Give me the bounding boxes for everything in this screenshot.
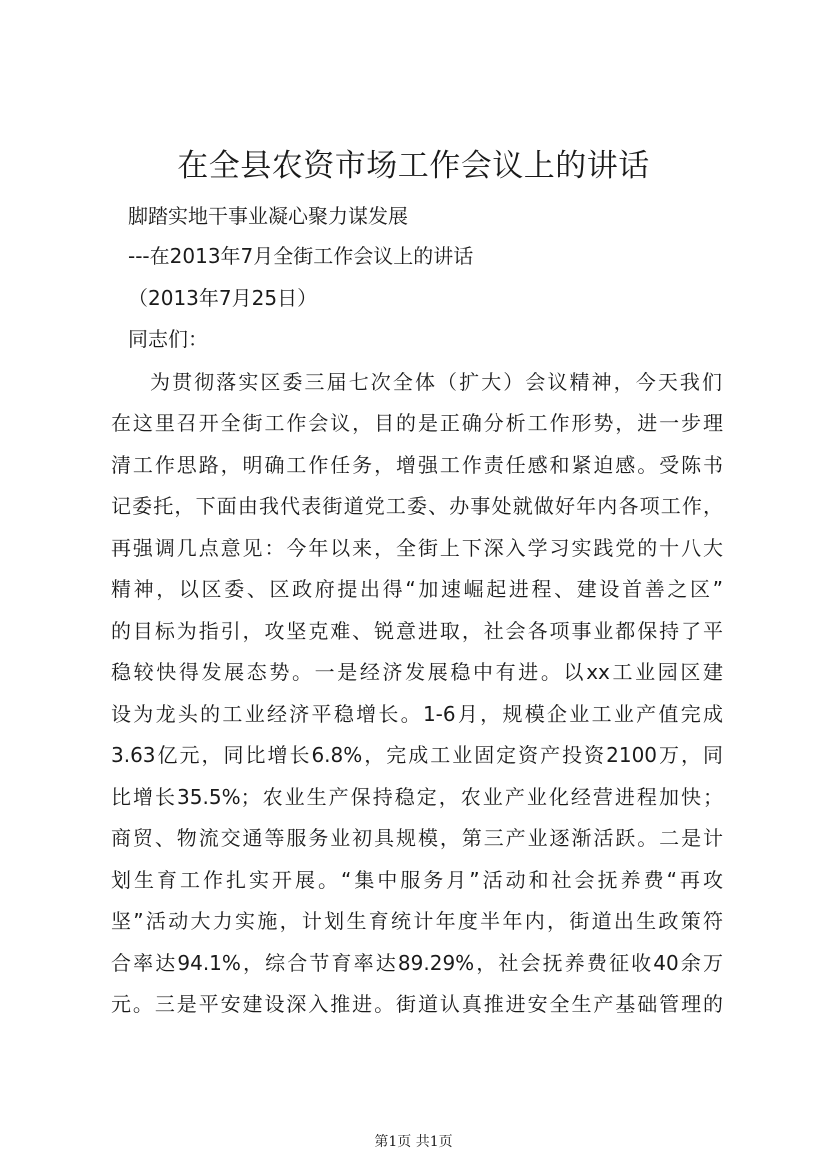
page-number-footer: 第1页 共1页 <box>374 1134 453 1150</box>
body-line: 划生育工作扎实开展。“集中服务月”活动和社会抚养费“再攻 <box>111 868 723 892</box>
body-line: 比增长35.5%；农业生产保持稳定，农业产业化经营进程加快； <box>111 785 723 809</box>
body-line: 合率达94.1%，综合节育率达89.29%，社会抚养费征收40余万 <box>111 951 723 975</box>
salutation: 同志们： <box>128 327 208 351</box>
body-line: 坚”活动大力实施，计划生育统计年度半年内，街道出生政策符 <box>111 909 723 933</box>
document-date: （2013年7月25日） <box>128 286 318 310</box>
document-subheading: ---在2013年7月全街工作会议上的讲话 <box>128 244 474 268</box>
body-line: 元。三是平安建设深入推进。街道认真推进安全生产基础管理的 <box>111 992 723 1016</box>
body-line: 设为龙头的工业经济平稳增长。1-6月，规模企业工业产值完成 <box>111 702 723 726</box>
body-line: 在这里召开全街工作会议，目的是正确分析工作形势，进一步理 <box>111 411 723 435</box>
body-line: 的目标为指引，攻坚克难、锐意进取，社会各项事业都保持了平 <box>111 619 723 643</box>
document-title: 在全县农资市场工作会议上的讲话 <box>177 148 650 184</box>
body-line: 再强调几点意见：今年以来，全街上下深入学习实践党的十八大 <box>111 536 723 560</box>
document-subtitle: 脚踏实地干事业凝心聚力谋发展 <box>128 204 408 228</box>
body-line: 商贸、物流交通等服务业初具规模，第三产业逐渐活跃。二是计 <box>111 826 723 850</box>
body-line: 精神，以区委、区政府提出得“加速崛起进程、建设首善之区” <box>111 577 723 601</box>
body-line: 3.63亿元，同比增长6.8%，完成工业固定资产投资2100万，同 <box>111 743 723 767</box>
body-line: 稳较快得发展态势。一是经济发展稳中有进。以xx工业园区建 <box>111 660 723 684</box>
body-line: 为贯彻落实区委三届七次全体（扩大）会议精神，今天我们 <box>150 370 722 394</box>
body-line: 记委托，下面由我代表街道党工委、办事处就做好年内各项工作， <box>111 494 723 518</box>
body-line: 清工作思路，明确工作任务，增强工作责任感和紧迫感。受陈书 <box>111 453 723 477</box>
